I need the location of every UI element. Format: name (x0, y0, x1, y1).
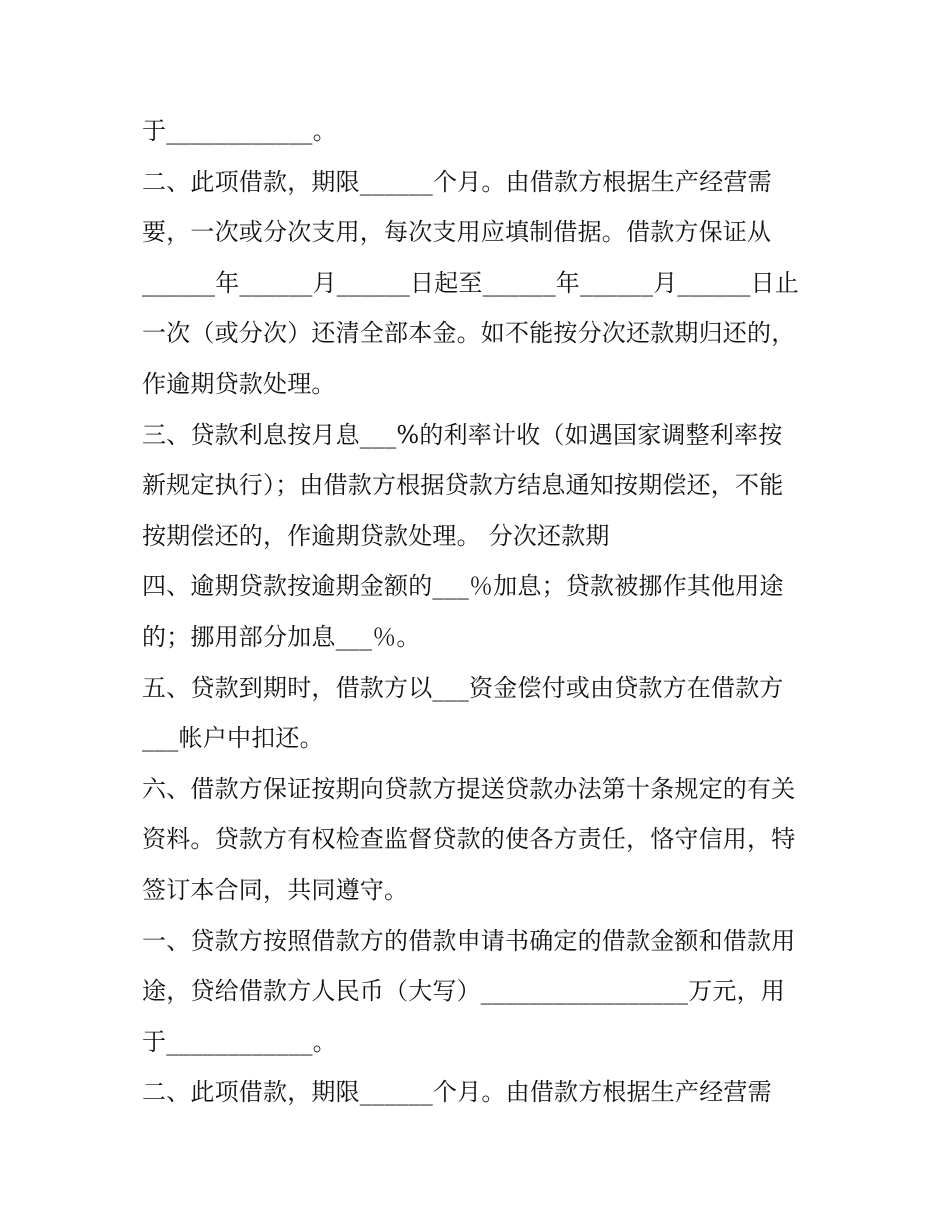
text-line: 要，一次或分次支用，每次支用应填制借据。借款方保证从 (142, 218, 772, 247)
text-line: 作逾期贷款处理。 (142, 369, 336, 398)
text-line: 三、贷款利息按月息___%的利率计收（如遇国家调整利率按 (142, 420, 783, 449)
text-line: 新规定执行）；由借款方根据贷款方结息通知按期偿还，不能 (142, 471, 784, 500)
text-line: 一、贷款方按照借款方的借款申请书确定的借款金额和借款用 (142, 926, 796, 955)
text-line: ______年______月______日起至______年______月______日止 (142, 268, 799, 297)
text-line: 签订本合同，共同遵守。 (142, 875, 409, 904)
text-line: 于____________。 (142, 117, 337, 145)
text-line: 资料。贷款方有权检查监督贷款的使各方责任，恪守信用，特 (142, 825, 796, 854)
text-line: 按期偿还的，作逾期贷款处理。 分次还款期 (142, 521, 610, 550)
text-line: 六、借款方保证按期向贷款方提送贷款办法第十条规定的有关 (142, 774, 796, 803)
text-line: 四、逾期贷款按逾期金额的___％加息；贷款被挪作其他用途 (142, 572, 784, 601)
text-line: 一次（或分次）还清全部本金。如不能按分次还款期归还的， (142, 319, 796, 348)
document-body (142, 106, 817, 1118)
text-line: 五、贷款到期时，借款方以___资金偿付或由贷款方在借款方 (142, 673, 784, 702)
text-line: 二、此项借款，期限______个月。由借款方根据生产经营需 (142, 167, 772, 196)
text-line: 途，贷给借款方人民币（大写）_________________万元，用 (142, 977, 785, 1006)
text-line: 于____________。 (142, 1027, 337, 1056)
text-line: 二、此项借款，期限______个月。由借款方根据生产经营需 (142, 1078, 772, 1107)
text-line: ___帐户中扣还。 (142, 724, 324, 753)
text-line: 的；挪用部分加息___％。 (142, 622, 421, 651)
